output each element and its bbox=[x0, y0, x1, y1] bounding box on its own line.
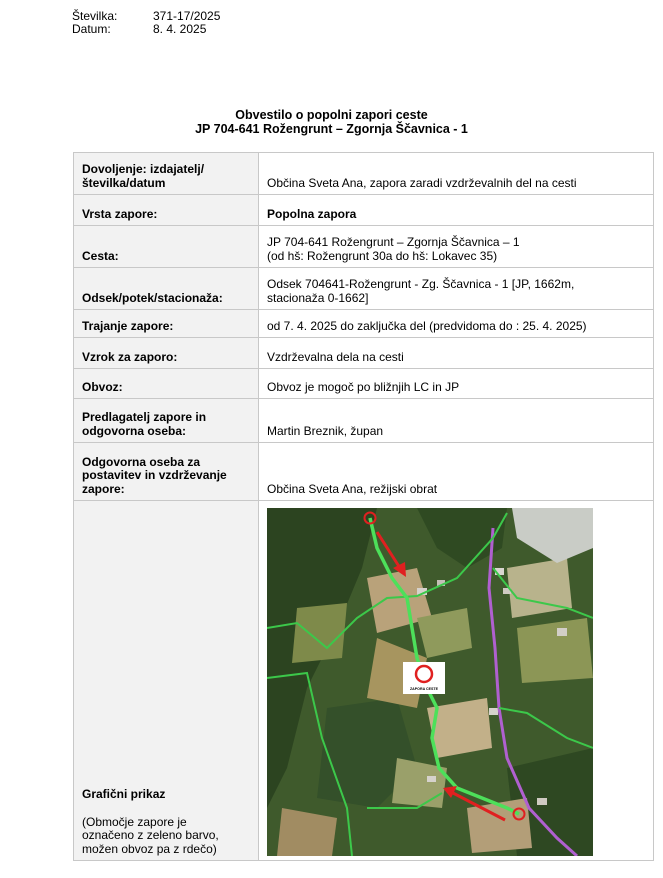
row-label: Vzrok za zaporo: bbox=[74, 338, 259, 369]
table-row bbox=[74, 369, 654, 399]
row-value: Vzdrževalna dela na cesti bbox=[259, 338, 654, 369]
row-label: Vrsta zapore: bbox=[74, 195, 259, 226]
row-label: Odsek/potek/stacionaža: bbox=[74, 268, 259, 310]
doc-date-row bbox=[72, 23, 220, 36]
title-line-1: Obvestilo o popolni zapori ceste bbox=[235, 108, 428, 122]
row-value: Občina Sveta Ana, režijski obrat bbox=[259, 443, 654, 501]
graphic-note: (Območje zapore je označeno z zeleno barvo, možen obvoz pa z rdečo) bbox=[82, 814, 219, 856]
row-value: Martin Breznik, župan bbox=[259, 399, 654, 443]
row-value: od 7. 4. 2025 do zaključka del (predvidoma do : 25. 4. 2025) bbox=[259, 310, 654, 338]
document-title bbox=[0, 108, 663, 136]
row-value: Popolna zapora bbox=[259, 195, 654, 226]
table-row bbox=[74, 399, 654, 443]
table-row bbox=[74, 153, 654, 195]
row-value: Obvoz je mogoč po bližnjih LC in JP bbox=[259, 369, 654, 399]
row-label: Obvoz: bbox=[74, 369, 259, 399]
sign-caption: ZAPORA CESTE bbox=[409, 687, 439, 691]
graphic-label: Grafični prikaz bbox=[82, 787, 166, 801]
doc-number-value: 371-17/2025 bbox=[153, 9, 221, 23]
table-row bbox=[74, 443, 654, 501]
map-image bbox=[267, 508, 593, 856]
notice-table bbox=[73, 152, 654, 861]
document-meta bbox=[72, 10, 220, 36]
aerial-map bbox=[267, 508, 593, 856]
row-label: Dovoljenje: izdajatelj/ številka/datum bbox=[74, 153, 259, 195]
table-row bbox=[74, 338, 654, 369]
table-row bbox=[74, 268, 654, 310]
row-label: Cesta: bbox=[74, 226, 259, 268]
table-row bbox=[74, 310, 654, 338]
graphic-label-cell bbox=[74, 501, 259, 861]
row-value: Občina Sveta Ana, zapora zaradi vzdrževalnih del na cesti bbox=[259, 153, 654, 195]
row-label: Odgovorna oseba za postavitev in vzdrževanje zapore: bbox=[74, 443, 259, 501]
title-line-2: JP 704-641 Rožengrunt – Zgornja Ščavnica - 1 bbox=[195, 122, 468, 136]
doc-date-value: 8. 4. 2025 bbox=[153, 22, 207, 36]
row-label: Predlagatelj zapore in odgovorna oseba: bbox=[74, 399, 259, 443]
table-row bbox=[74, 195, 654, 226]
table-row-graphic bbox=[74, 501, 654, 861]
row-label: Trajanje zapore: bbox=[74, 310, 259, 338]
map-cell bbox=[259, 501, 654, 861]
table-row bbox=[74, 226, 654, 268]
row-value: JP 704-641 Rožengrunt – Zgornja Ščavnica – 1 (od hš: Rožengrunt 30a do hš: Lokavec 35) bbox=[259, 226, 654, 268]
row-value: Odsek 704641-Rožengrunt - Zg. Ščavnica - 1 [JP, 1662m, stacionaža 0-1662] bbox=[259, 268, 654, 310]
doc-date-label: Datum: bbox=[72, 22, 111, 36]
doc-number-label: Številka: bbox=[72, 9, 118, 23]
